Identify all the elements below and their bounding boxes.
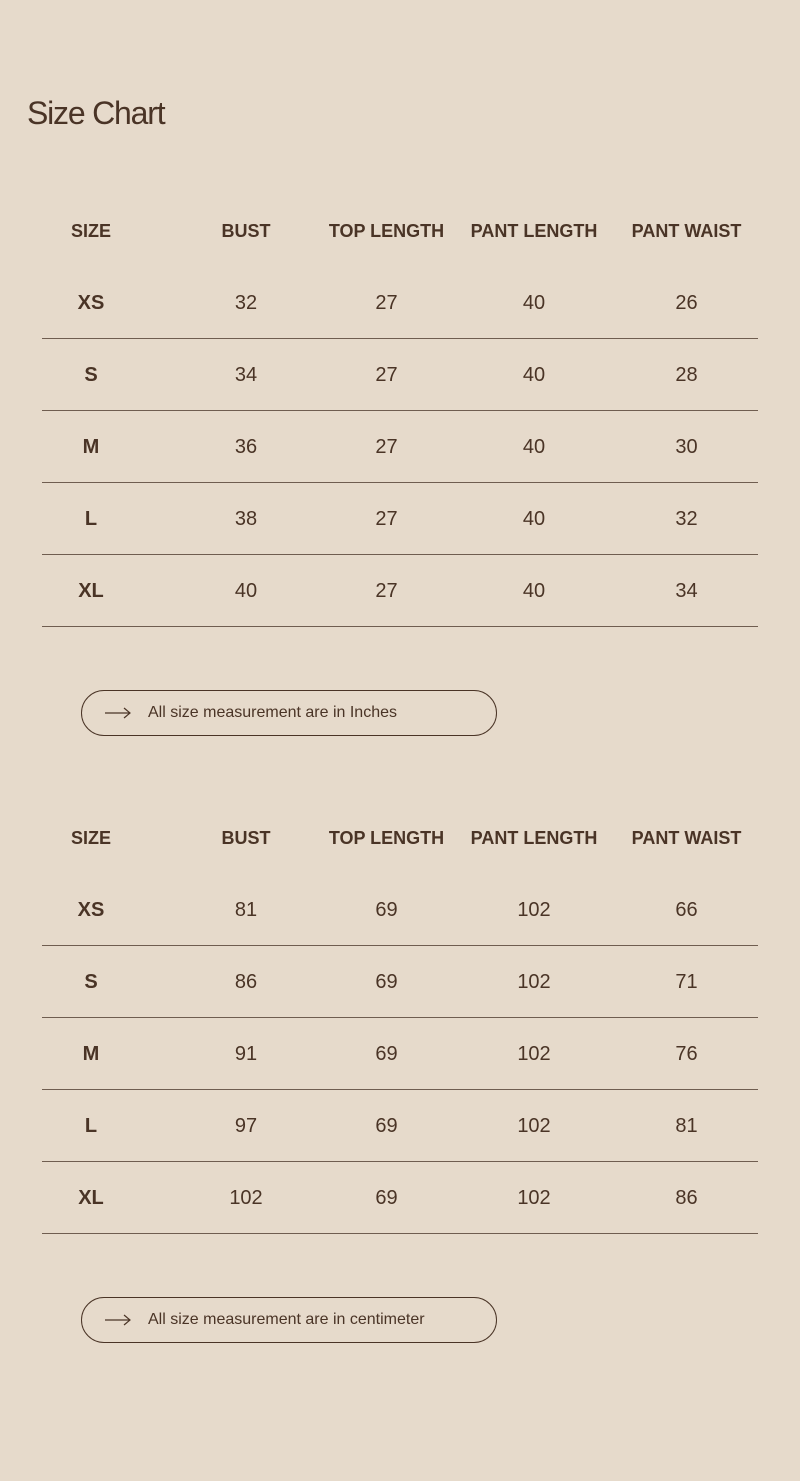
top-length-cell: 69 — [375, 1043, 398, 1065]
table-row — [0, 555, 800, 627]
table-row — [0, 1018, 800, 1090]
top-length-cell: 27 — [375, 580, 398, 602]
pant-waist-cell: 28 — [675, 364, 698, 386]
pant-length-cell: 40 — [522, 508, 546, 530]
pant-waist-cell: 76 — [675, 1043, 698, 1065]
table-row — [0, 339, 800, 411]
bust-cell: 102 — [229, 1187, 263, 1209]
table-header-row — [0, 802, 800, 874]
arrow-right-icon — [104, 1312, 132, 1328]
size-cell: XL — [78, 580, 104, 602]
size-cell: S — [84, 971, 98, 993]
unit-note-centimeter — [81, 1297, 497, 1343]
size-cell: M — [82, 1043, 100, 1065]
size-cell: M — [82, 436, 100, 458]
size-cell: XS — [77, 899, 105, 921]
header-pant-length: PANT LENGTH — [470, 221, 598, 241]
table-row — [0, 267, 800, 339]
header-bust: BUST — [221, 828, 271, 848]
table-row — [0, 483, 800, 555]
header-bust: BUST — [221, 221, 271, 241]
bust-cell: 32 — [234, 292, 258, 314]
table-row — [0, 946, 800, 1018]
size-cell: XS — [77, 292, 105, 314]
table-row — [0, 1090, 800, 1162]
header-size: SIZE — [70, 221, 111, 241]
pant-length-cell: 102 — [517, 899, 551, 921]
bust-cell: 40 — [234, 580, 258, 602]
size-table-centimeter — [0, 802, 800, 1234]
size-cell: L — [84, 1115, 98, 1137]
header-pant-waist: PANT WAIST — [631, 828, 742, 848]
bust-cell: 34 — [234, 364, 258, 386]
header-pant-waist: PANT WAIST — [631, 221, 742, 241]
unit-note-text: All size measurement are in centimeter — [148, 1311, 425, 1328]
bust-cell: 38 — [234, 508, 258, 530]
unit-note-inches — [81, 690, 497, 736]
pant-waist-cell: 26 — [675, 292, 698, 314]
pant-length-cell: 40 — [522, 580, 546, 602]
pant-length-cell: 102 — [517, 1187, 551, 1209]
table-header-row — [0, 195, 800, 267]
table-row — [0, 874, 800, 946]
size-cell: S — [84, 364, 98, 386]
pant-waist-cell: 30 — [675, 436, 698, 458]
top-length-cell: 69 — [375, 1115, 398, 1137]
table-row — [0, 411, 800, 483]
bust-cell: 97 — [234, 1115, 258, 1137]
pant-waist-cell: 81 — [675, 1115, 698, 1137]
size-cell: XL — [78, 1187, 104, 1209]
page-title: Size Chart — [27, 95, 165, 131]
header-size: SIZE — [70, 828, 111, 848]
header-top-length: TOP LENGTH — [328, 828, 445, 848]
table-row — [0, 1162, 800, 1234]
arrow-right-icon — [104, 705, 132, 721]
bust-cell: 81 — [234, 899, 258, 921]
bust-cell: 91 — [234, 1043, 258, 1065]
pant-waist-cell: 71 — [675, 971, 698, 993]
pant-waist-cell: 66 — [675, 899, 698, 921]
top-length-cell: 27 — [375, 292, 398, 314]
pant-waist-cell: 34 — [675, 580, 698, 602]
top-length-cell: 27 — [375, 364, 398, 386]
size-cell: L — [84, 508, 98, 530]
pant-length-cell: 102 — [517, 1043, 551, 1065]
pant-length-cell: 40 — [522, 292, 546, 314]
header-pant-length: PANT LENGTH — [470, 828, 598, 848]
pant-waist-cell: 32 — [675, 508, 698, 530]
bust-cell: 86 — [234, 971, 258, 993]
unit-note-text: All size measurement are in Inches — [148, 704, 397, 721]
size-table-inches — [0, 195, 800, 627]
top-length-cell: 69 — [375, 971, 398, 993]
pant-length-cell: 102 — [517, 1115, 551, 1137]
pant-length-cell: 40 — [522, 364, 546, 386]
pant-length-cell: 40 — [522, 436, 546, 458]
top-length-cell: 69 — [375, 1187, 398, 1209]
pant-waist-cell: 86 — [675, 1187, 698, 1209]
pant-length-cell: 102 — [517, 971, 551, 993]
bust-cell: 36 — [234, 436, 258, 458]
top-length-cell: 27 — [375, 436, 398, 458]
header-top-length: TOP LENGTH — [328, 221, 445, 241]
top-length-cell: 27 — [375, 508, 398, 530]
top-length-cell: 69 — [375, 899, 398, 921]
